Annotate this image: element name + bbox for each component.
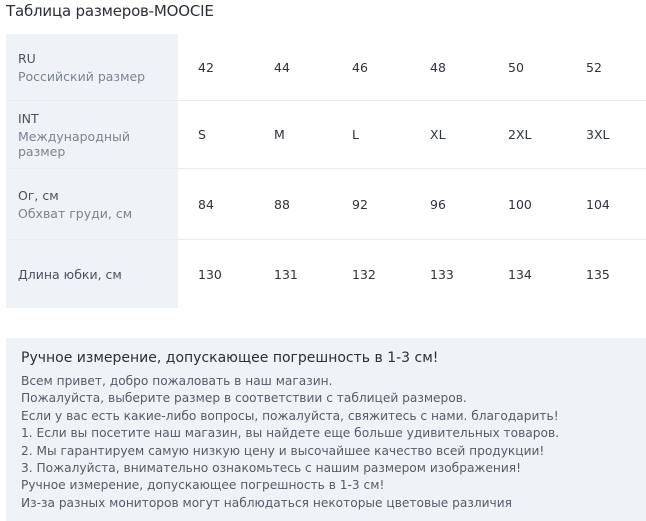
size-cell: M [274,127,285,142]
note-line: Из-за разных мониторов могут наблюдаться некоторые цветовые различия [21,495,512,510]
size-cell: 96 [430,196,446,212]
note-line: 3. Пожалуйста, внимательно ознакомьтесь с нашим размером изображения! [21,461,521,476]
size-cell: S [198,127,206,142]
row-label: Обхват груди, см [18,205,133,221]
row-code: RU [18,50,36,66]
size-cell: 46 [352,59,368,75]
size-cell: 42 [198,59,214,75]
table-row-int [6,101,646,169]
size-cell: 44 [274,59,290,75]
row-code: Длина юбки, см [18,266,122,282]
size-cell: 133 [430,266,454,282]
row-header [6,169,178,239]
size-cell: 100 [508,196,532,212]
size-cell: 135 [586,266,610,282]
note-line: Ручное измерение, допускающее погрешность в 1-3 см! [21,478,385,493]
size-cell: 3XL [586,127,610,142]
row-header [6,240,178,308]
size-cell: 52 [586,59,602,75]
size-cell: 2XL [508,127,532,142]
page-title: Таблица размеров-MOOCIE [6,2,214,20]
note-line: 2. Мы гарантируем самую низкую цену и высочайшее качество всей продукции! [21,443,545,458]
size-cell: L [352,127,359,142]
size-cell: 134 [508,266,532,282]
size-cell: 131 [274,266,298,282]
row-header [6,101,178,168]
size-cell: 132 [352,266,376,282]
row-header [6,34,178,100]
row-code: INT [18,110,39,126]
row-label: Международный размер [18,128,130,159]
size-cell: 88 [274,196,290,212]
size-cell: 48 [430,59,446,75]
size-cell: 130 [198,266,222,282]
row-code: Ог, см [18,187,59,203]
size-cell: 84 [198,196,214,212]
measurement-note [6,338,646,521]
size-table [6,34,646,308]
table-row-ru [6,34,646,101]
note-line: Всем привет, добро пожаловать в наш магазин. [21,374,333,388]
size-cell: XL [430,127,446,142]
table-row-chest [6,169,646,240]
row-label: Российский размер [18,68,146,84]
note-title: Ручное измерение, допускающее погрешность в 1-3 см! [21,350,439,366]
size-cell: 92 [352,196,368,212]
note-line: 1. Если вы посетите наш магазин, вы найдете еще больше удивительных товаров. [21,426,560,441]
table-row-skirt-length [6,240,646,308]
note-line: Пожалуйста, выберите размер в соответствии с таблицей размеров. [21,391,467,406]
size-cell: 104 [586,196,610,212]
note-line: Если у вас есть какие-либо вопросы, пожалуйста, свяжитесь с нами. благодарить! [21,408,559,423]
size-cell: 50 [508,59,524,75]
